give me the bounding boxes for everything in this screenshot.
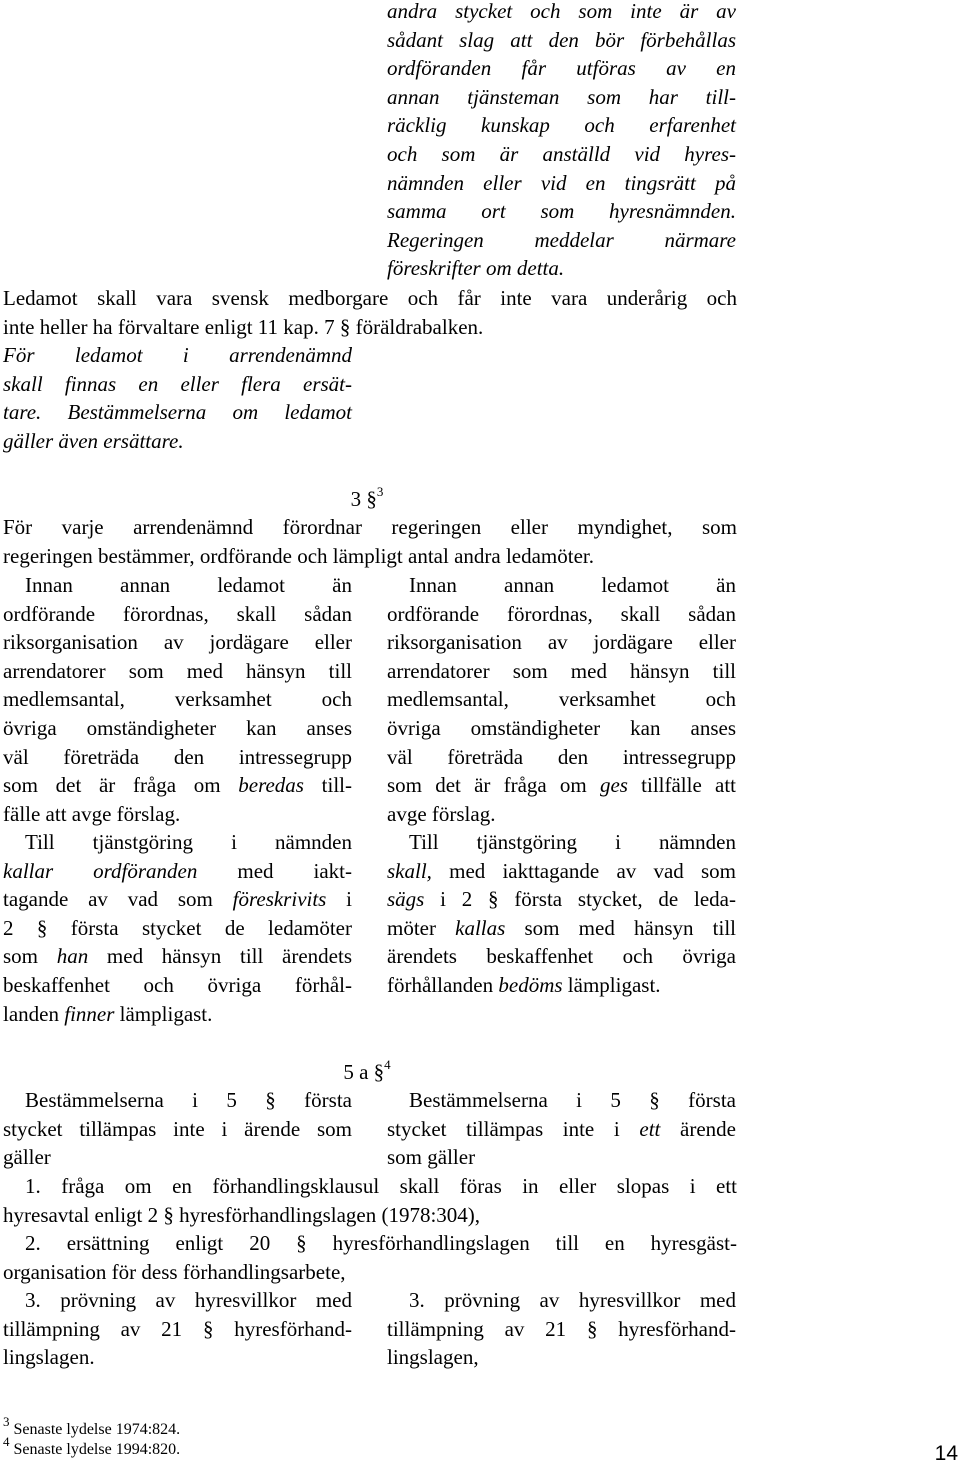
section-3-left-current-p1 (3, 571, 352, 828)
text-span: som det är fråga om (3, 773, 239, 798)
text-line: beskaffenhet och övriga förhål- (3, 972, 352, 997)
page-number: 14 (934, 1442, 958, 1465)
footnote-text: Senaste lydelse 1994:820. (13, 1441, 181, 1458)
text-span: förhållanden (387, 972, 499, 997)
text-span: landen (3, 1001, 65, 1026)
text-line: ordföranden får utföras av en (387, 56, 736, 81)
text-span: möter (387, 915, 456, 940)
text-line: 2. ersättning enligt 20 § hyresförhandlingslagen till en hyresgäst- (25, 1231, 737, 1255)
text-span: lämpligast. (114, 1001, 213, 1026)
text-line (3, 885, 352, 914)
ersattare-new-wording (3, 341, 352, 455)
ledamot-paragraph (3, 284, 737, 341)
text-line: Till tjänstgöring i nämnden (25, 830, 352, 854)
text-line (3, 942, 352, 971)
top-new-wording (387, 0, 736, 283)
text-line: annan tjänsteman som har till- (387, 84, 736, 109)
text-line: gäller även ersättare. (3, 428, 184, 453)
text-line: hyresavtal enligt 2 § hyresförhandlingslagen (1978:304), (3, 1202, 481, 1227)
text-line (3, 1000, 352, 1029)
text-line: väl företräda den intressegrupp (387, 744, 736, 769)
changed-word: kallar ordföranden (3, 858, 198, 883)
text-span: i 2 § första stycket, de leda- (424, 887, 736, 912)
text-line: Bestämmelserna i 5 § första (25, 1088, 352, 1112)
text-line: övriga omständigheter kan anses (387, 715, 736, 740)
footnote-ref: 3 (376, 484, 384, 499)
text-span: med iakt- (197, 858, 352, 883)
text-span: till- (303, 773, 352, 798)
text-line: avge förslag. (387, 801, 496, 826)
changed-word: föreskrivits (232, 887, 327, 912)
text-line (3, 857, 352, 886)
text-line: ordförande förordnas, skall sådan (3, 601, 352, 626)
changed-word: ges (599, 773, 628, 798)
section-label: 3 § (350, 487, 377, 511)
text-line (387, 914, 736, 943)
section-5a-right-item-3 (387, 1286, 736, 1372)
text-line: riksorganisation av jordägare eller (387, 630, 736, 655)
footnote-text: Senaste lydelse 1974:824. (13, 1421, 181, 1438)
text-line: sådant slag att den bör förbehållas (387, 27, 736, 52)
text-line: medlemsantal, verksamhet och (387, 687, 736, 712)
text-span: stycket tillämpas inte i (387, 1116, 640, 1141)
text-span: ärende (660, 1116, 736, 1141)
section-3-right-proposed-p2 (387, 828, 736, 1000)
section-label: 5 a § (343, 1060, 385, 1084)
text-line: ordförande förordnas, skall sådan (387, 601, 736, 626)
footnote-ref: 4 (384, 1057, 391, 1072)
text-line (387, 885, 736, 914)
text-span: som (3, 944, 57, 969)
text-span: som med hänsyn till (505, 915, 736, 940)
text-line: andra stycket och som inte är av (387, 0, 736, 23)
text-line: samma ort som hyresnämnden. (387, 199, 736, 224)
text-line: regeringen bestämmer, ordförande och lämpligt antal andra ledamöter. (3, 543, 595, 568)
changed-word: bedöms (498, 972, 563, 997)
changed-word: sägs (387, 887, 425, 912)
footnotes (3, 1413, 403, 1460)
section-5a-left-intro (3, 1086, 352, 1172)
text-line (387, 857, 736, 886)
text-line: lingslagen. (3, 1345, 95, 1370)
text-line: fälle att avge förslag. (3, 801, 181, 826)
section-3-right-proposed-p1 (387, 571, 736, 828)
text-span: lämpligast. (562, 972, 661, 997)
text-span: i (326, 887, 352, 912)
text-line: tillämpning av 21 § hyresförhand- (387, 1316, 736, 1341)
text-line: 1. fråga om en förhandlingsklausul skall föras in eller slopas i ett (25, 1174, 737, 1198)
changed-word: skall, (387, 858, 432, 883)
text-line: gäller (3, 1145, 51, 1170)
text-line: Regeringen meddelar närmare (387, 227, 736, 252)
section-5a-left-item-3 (3, 1286, 352, 1372)
text-line: föreskrifter om detta. (387, 256, 565, 281)
text-line: räcklig kunskap och erfarenhet (387, 113, 736, 138)
text-line: För ledamot i arrendenämnd (3, 343, 352, 367)
text-line: medlemsantal, verksamhet och (3, 687, 352, 712)
text-line: tare. Bestämmelserna om ledamot (3, 400, 352, 425)
text-span: tillfälle att (627, 773, 736, 798)
text-span: tagande av vad som (3, 887, 233, 912)
text-line: ärendets beskaffenhet och övriga (387, 944, 736, 969)
changed-word: finner (64, 1001, 115, 1026)
section-5a-item-2 (3, 1229, 737, 1286)
text-line (3, 771, 352, 800)
section-5a-right-intro (387, 1086, 736, 1172)
text-line: Till tjänstgöring i nämnden (409, 830, 736, 854)
footnote-number: 4 (3, 1433, 10, 1449)
text-line: nämnden eller vid en tingsrätt på (387, 170, 736, 195)
text-line (387, 971, 736, 1000)
text-line: inte heller ha förvaltare enligt 11 kap. 7 § föräldrabalken. (3, 314, 484, 339)
text-line: arrendatorer som med hänsyn till (387, 658, 736, 683)
text-line: skall finnas en eller flera ersät- (3, 371, 352, 396)
text-line (387, 1115, 736, 1144)
text-line: och som är anställd vid hyres- (387, 141, 736, 166)
text-line: som gäller (387, 1145, 476, 1170)
text-line: arrendatorer som med hänsyn till (3, 658, 352, 683)
text-line: 3. prövning av hyresvillkor med (409, 1288, 736, 1312)
text-span: med hänsyn till ärendets (88, 944, 352, 969)
text-line: organisation för dess förhandlingsarbete, (3, 1259, 346, 1284)
changed-word: kallas (455, 915, 506, 940)
text-line: 2 § första stycket de ledamöter (3, 915, 352, 940)
text-line: Innan annan ledamot än (409, 573, 736, 597)
footnote (3, 1413, 403, 1440)
footnote (3, 1433, 403, 1460)
text-line: Bestämmelserna i 5 § första (409, 1088, 736, 1112)
text-span: med iakttagande av vad som (431, 858, 736, 883)
section-3-heading (0, 485, 734, 514)
changed-word: beredas (238, 773, 304, 798)
changed-word: ett (639, 1116, 661, 1141)
changed-word: han (56, 944, 89, 969)
section-3-intro (3, 513, 737, 570)
text-line: tillämpning av 21 § hyresförhand- (3, 1316, 352, 1341)
text-line: För varje arrendenämnd förordnar regeringen eller myndighet, som (3, 515, 737, 539)
text-line: övriga omständigheter kan anses (3, 715, 352, 740)
text-line: riksorganisation av jordägare eller (3, 630, 352, 655)
text-line: stycket tillämpas inte i ärende som (3, 1116, 352, 1141)
text-span: som det är fråga om (387, 773, 600, 798)
text-line: 3. prövning av hyresvillkor med (25, 1288, 352, 1312)
text-line: Ledamot skall vara svensk medborgare och får inte vara underårig och (3, 286, 737, 310)
footnote-number: 3 (3, 1413, 10, 1429)
section-5a-heading (0, 1058, 734, 1087)
section-3-left-current-p2 (3, 828, 352, 1028)
section-5a-item-1 (3, 1172, 737, 1229)
text-line (387, 771, 736, 800)
text-line: Innan annan ledamot än (25, 573, 352, 597)
text-line: väl företräda den intressegrupp (3, 744, 352, 769)
text-line: lingslagen, (387, 1345, 479, 1370)
